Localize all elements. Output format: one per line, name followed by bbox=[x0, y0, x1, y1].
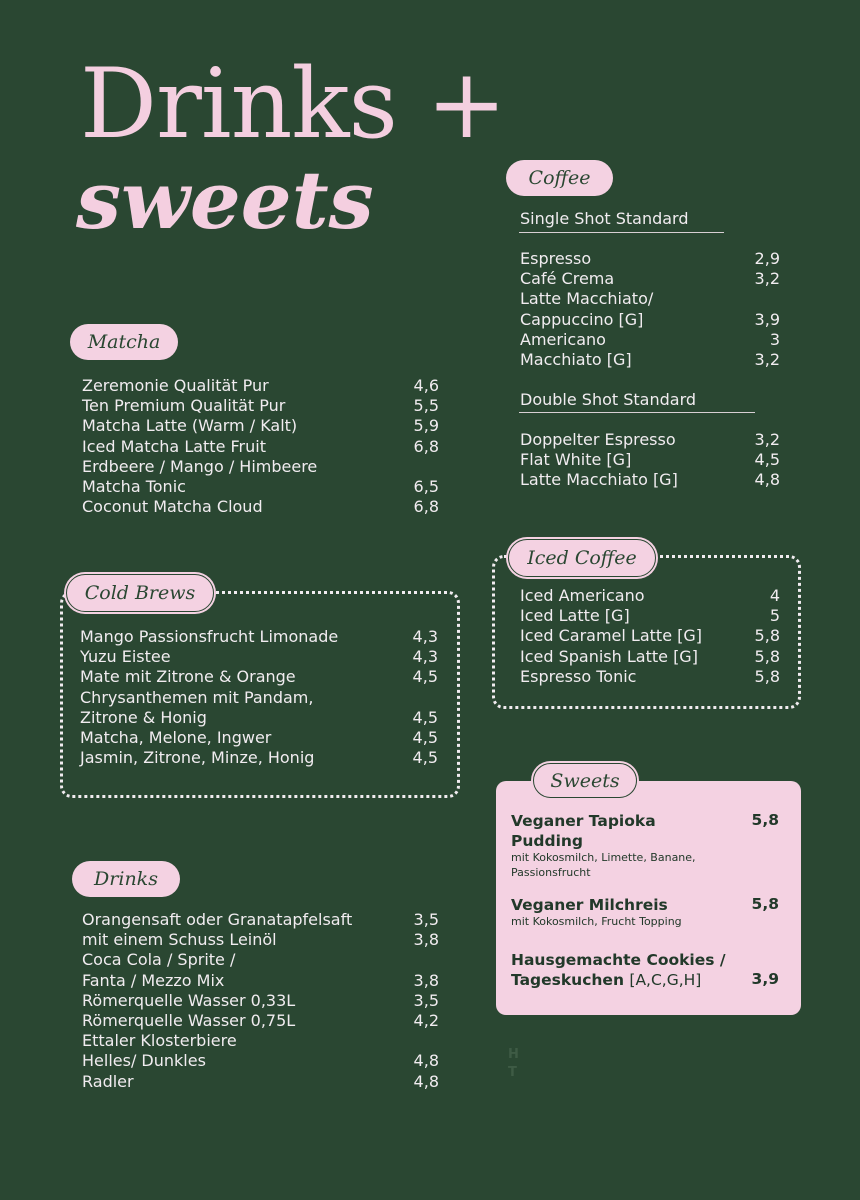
single-shot-label: Single Shot Standard bbox=[520, 209, 689, 228]
drinks-list bbox=[82, 910, 439, 1092]
matcha-list bbox=[82, 376, 439, 517]
sweets-box bbox=[496, 781, 801, 1015]
item-price: 4,8 bbox=[754, 470, 780, 490]
item-name: Matcha Tonic bbox=[82, 477, 186, 497]
item-name: Iced Spanish Latte [G] bbox=[520, 646, 698, 666]
sweets-heading: Sweets bbox=[533, 763, 637, 798]
menu-item bbox=[520, 667, 780, 687]
menu-item bbox=[82, 971, 439, 991]
item-name: Ettaler Klosterbiere bbox=[82, 1031, 237, 1051]
iced-coffee-heading: Iced Coffee bbox=[508, 539, 656, 577]
menu-item bbox=[82, 950, 439, 970]
item-price: 2,9 bbox=[754, 249, 780, 268]
menu-item bbox=[520, 249, 780, 269]
item-price: 4,3 bbox=[412, 627, 438, 646]
double-shot-label: Double Shot Standard bbox=[520, 390, 697, 409]
menu-item bbox=[520, 269, 780, 289]
sweet-item bbox=[511, 895, 779, 930]
item-name: Jasmin, Zitrone, Minze, Honig bbox=[80, 748, 315, 768]
item-price: 6,8 bbox=[413, 436, 439, 456]
menu-item bbox=[82, 1011, 439, 1031]
menu-item bbox=[80, 708, 438, 728]
item-price: 4,3 bbox=[412, 647, 438, 667]
coffee-single-list bbox=[520, 249, 780, 370]
item-name: Latte Macchiato [G] bbox=[520, 470, 678, 490]
item-name: Veganer Tapioka Pudding bbox=[511, 812, 656, 850]
item-price: 3,2 bbox=[754, 430, 780, 449]
menu-item bbox=[82, 396, 439, 416]
menu-item bbox=[80, 647, 438, 667]
menu-item bbox=[80, 728, 438, 748]
item-price: 3,9 bbox=[751, 970, 779, 988]
item-name: Zitrone & Honig bbox=[80, 707, 207, 727]
item-name: Coconut Matcha Cloud bbox=[82, 497, 263, 517]
item-name: Iced Latte [G] bbox=[520, 606, 630, 626]
menu-item bbox=[82, 1051, 439, 1071]
menu-item bbox=[80, 748, 438, 768]
watermark-letter: H bbox=[508, 1047, 519, 1062]
item-name: mit einem Schuss Leinöl bbox=[82, 930, 277, 950]
item-price: 4,5 bbox=[412, 667, 438, 687]
item-price: 5,5 bbox=[413, 396, 439, 416]
menu-item bbox=[82, 416, 439, 436]
sweet-item bbox=[511, 811, 779, 880]
menu-item bbox=[82, 376, 439, 396]
item-price: 3,5 bbox=[413, 910, 439, 929]
menu-item bbox=[82, 457, 439, 477]
item-name: Radler bbox=[82, 1071, 134, 1091]
item-name: Flat White [G] bbox=[520, 450, 632, 470]
item-name: Römerquelle Wasser 0,33L bbox=[82, 990, 296, 1010]
item-allergens: [A,C,G,H] bbox=[629, 971, 702, 989]
menu-item bbox=[82, 1031, 439, 1051]
item-name: Cappuccino [G] bbox=[520, 309, 644, 329]
item-name: Coca Cola / Sprite / bbox=[82, 950, 236, 970]
page-title-line1: Drinks + bbox=[80, 48, 506, 160]
item-name: Erdbeere / Mango / Himbeere bbox=[82, 456, 318, 476]
menu-item bbox=[520, 470, 780, 490]
item-name: Iced Caramel Latte [G] bbox=[520, 626, 702, 646]
item-price: 4,8 bbox=[413, 1071, 439, 1091]
menu-item bbox=[82, 477, 439, 497]
item-price: 5,8 bbox=[754, 646, 780, 666]
item-name: Helles/ Dunkles bbox=[82, 1051, 206, 1071]
item-price: 5,8 bbox=[754, 626, 780, 646]
item-name: Römerquelle Wasser 0,75L bbox=[82, 1011, 296, 1031]
menu-item bbox=[82, 497, 439, 517]
item-name: Latte Macchiato/ bbox=[520, 289, 654, 309]
item-name: Matcha Latte (Warm / Kalt) bbox=[82, 416, 298, 436]
item-price: 4,5 bbox=[412, 728, 438, 748]
item-name: Chrysanthemen mit Pandam, bbox=[80, 687, 314, 707]
menu-item bbox=[82, 991, 439, 1011]
item-price: 4,5 bbox=[412, 748, 438, 768]
item-name: Veganer Milchreis bbox=[511, 896, 668, 914]
coffee-double-list bbox=[520, 430, 780, 491]
menu-item bbox=[82, 1072, 439, 1092]
page-title-line2: sweets bbox=[76, 153, 374, 247]
watermark-letter: T bbox=[508, 1065, 517, 1080]
matcha-heading: Matcha bbox=[70, 324, 178, 360]
item-price: 4,6 bbox=[413, 376, 439, 395]
item-name: Yuzu Eistee bbox=[80, 647, 171, 667]
menu-item bbox=[82, 437, 439, 457]
item-price: 3,5 bbox=[413, 990, 439, 1010]
item-price: 3,9 bbox=[754, 309, 780, 329]
item-description: mit Kokosmilch, Limette, Banane, Passionsfrucht bbox=[511, 851, 696, 879]
menu-item bbox=[520, 310, 780, 330]
item-price: 5,8 bbox=[751, 895, 779, 913]
item-price: 6,8 bbox=[413, 497, 439, 517]
item-price: 6,5 bbox=[413, 477, 439, 497]
cold-brews-heading: Cold Brews bbox=[66, 574, 214, 612]
item-name: Doppelter Espresso bbox=[520, 430, 676, 449]
item-name: Matcha, Melone, Ingwer bbox=[80, 728, 272, 748]
item-price: 5,8 bbox=[751, 811, 779, 829]
double-shot-rule bbox=[519, 412, 755, 413]
iced-coffee-list bbox=[520, 586, 780, 687]
menu-item bbox=[520, 350, 780, 370]
item-price: 5,9 bbox=[413, 416, 439, 436]
menu-item bbox=[520, 606, 780, 626]
item-name: Americano bbox=[520, 329, 606, 349]
item-name: Espresso Tonic bbox=[520, 666, 637, 686]
menu-item bbox=[520, 450, 780, 470]
watermark bbox=[508, 1046, 519, 1082]
item-price: 4,5 bbox=[412, 707, 438, 727]
coffee-heading: Coffee bbox=[506, 160, 613, 196]
item-name: Orangensaft oder Granatapfelsaft bbox=[82, 910, 353, 929]
item-price: 3 bbox=[769, 329, 780, 349]
menu-item bbox=[520, 330, 780, 350]
item-price: 4,5 bbox=[754, 450, 780, 470]
item-price: 5,8 bbox=[754, 666, 780, 686]
item-name: Zeremonie Qualität Pur bbox=[82, 376, 269, 395]
item-price: 4 bbox=[769, 586, 780, 605]
item-price: 4,2 bbox=[413, 1011, 439, 1031]
item-description: mit Kokosmilch, Frucht Topping bbox=[511, 915, 682, 928]
item-price: 4,8 bbox=[413, 1051, 439, 1071]
drinks-heading: Drinks bbox=[72, 861, 180, 897]
menu-item bbox=[82, 930, 439, 950]
menu-item bbox=[520, 647, 780, 667]
item-name: Hausgemachte Cookies / Tageskuchen bbox=[511, 951, 726, 989]
menu-item bbox=[80, 688, 438, 708]
item-name: Espresso bbox=[520, 249, 592, 268]
item-name: Mate mit Zitrone & Orange bbox=[80, 667, 296, 687]
menu-item bbox=[520, 626, 780, 646]
item-price: 3,8 bbox=[413, 930, 439, 950]
item-name: Fanta / Mezzo Mix bbox=[82, 970, 225, 990]
menu-item bbox=[520, 586, 780, 606]
item-name: Mango Passionsfrucht Limonade bbox=[80, 627, 339, 646]
menu-item bbox=[82, 910, 439, 930]
item-name: Iced Americano bbox=[520, 586, 645, 605]
item-name: Macchiato [G] bbox=[520, 350, 632, 370]
sweet-item bbox=[511, 950, 779, 990]
item-name: Ten Premium Qualität Pur bbox=[82, 396, 286, 416]
cold-brews-list bbox=[80, 627, 438, 768]
item-price: 5 bbox=[769, 606, 780, 626]
menu-item bbox=[80, 667, 438, 687]
menu-item bbox=[520, 430, 780, 450]
menu-item bbox=[80, 627, 438, 647]
menu-item bbox=[520, 289, 780, 309]
single-shot-rule bbox=[519, 232, 724, 233]
item-price: 3,8 bbox=[413, 970, 439, 990]
item-name: Iced Matcha Latte Fruit bbox=[82, 436, 266, 456]
item-name: Café Crema bbox=[520, 269, 615, 289]
item-price: 3,2 bbox=[754, 350, 780, 370]
item-price: 3,2 bbox=[754, 269, 780, 289]
